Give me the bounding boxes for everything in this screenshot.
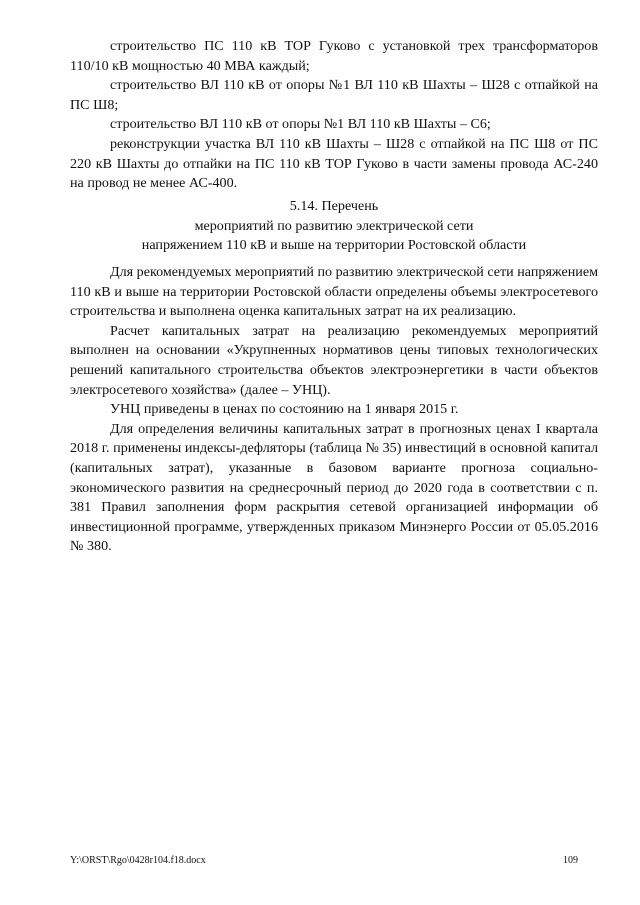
footer-file-path: Y:\ORST\Rgo\0428r104.f18.docx [70,855,206,866]
section-body [70,263,598,557]
section-title-line: напряжением 110 кВ и выше на территории Ростовской области [141,237,527,254]
measures-list [70,37,598,194]
measure-item: строительство ВЛ 110 кВ от опоры №1 ВЛ 110 кВ Шахты – Ш28 с отпайкой на ПС Ш8; [70,77,598,113]
measure-item: строительство ВЛ 110 кВ от опоры №1 ВЛ 110 кВ Шахты – С6; [110,116,491,133]
section-number: 5.14. Перечень [289,198,379,214]
section-title-line: мероприятий по развитию электрической сети [194,217,474,234]
body-paragraph: Расчет капитальных затрат на реализацию рекомендуемых мероприятий выполнен на основании «Укрупненных нормативов цены типовых технологических решений капитального строительства объектов электроэнергетики в части объектов электросетевого хозяйства» (далее – УНЦ). [70,322,598,398]
body-paragraph: Для рекомендуемых мероприятий по развитию электрической сети напряжением 110 кВ и выше на территории Ростовской области определены объемы электросетевого строительства и выполнена оценка капитальных затрат на их реализацию. [70,264,598,320]
measure-item: строительство ПС 110 кВ ТОР Гуково с установкой трех трансформаторов 110/10 кВ мощностью 40 МВА каждый; [70,38,598,74]
page-number: 109 [563,855,578,866]
body-paragraph: УНЦ приведены в ценах по состоянию на 1 января 2015 г. [110,401,459,418]
section-heading [70,197,598,256]
body-paragraph: Для определения величины капитальных затрат в прогнозных ценах I квартала 2018 г. применены индексы-дефляторы (таблица № 35) инвестиций в основной капитал (капитальных затрат), указанные в базовом варианте прогноза социально-экономического развития на среднесрочный период до 2020 года в соответствии с п. 381 Правил заполнения форм раскрытия сетевой организацией информации об инвестиционной программе, утвержденных приказом Минэнерго России от 05.05.2016 № 380. [70,420,598,555]
measure-item: реконструкции участка ВЛ 110 кВ Шахты – Ш28 с отпайкой на ПС Ш8 от ПС 220 кВ Шахты до отпайки на ПС 110 кВ ТОР Гуково в части замены провода АС-240 на провод не менее АС-400. [70,135,598,192]
